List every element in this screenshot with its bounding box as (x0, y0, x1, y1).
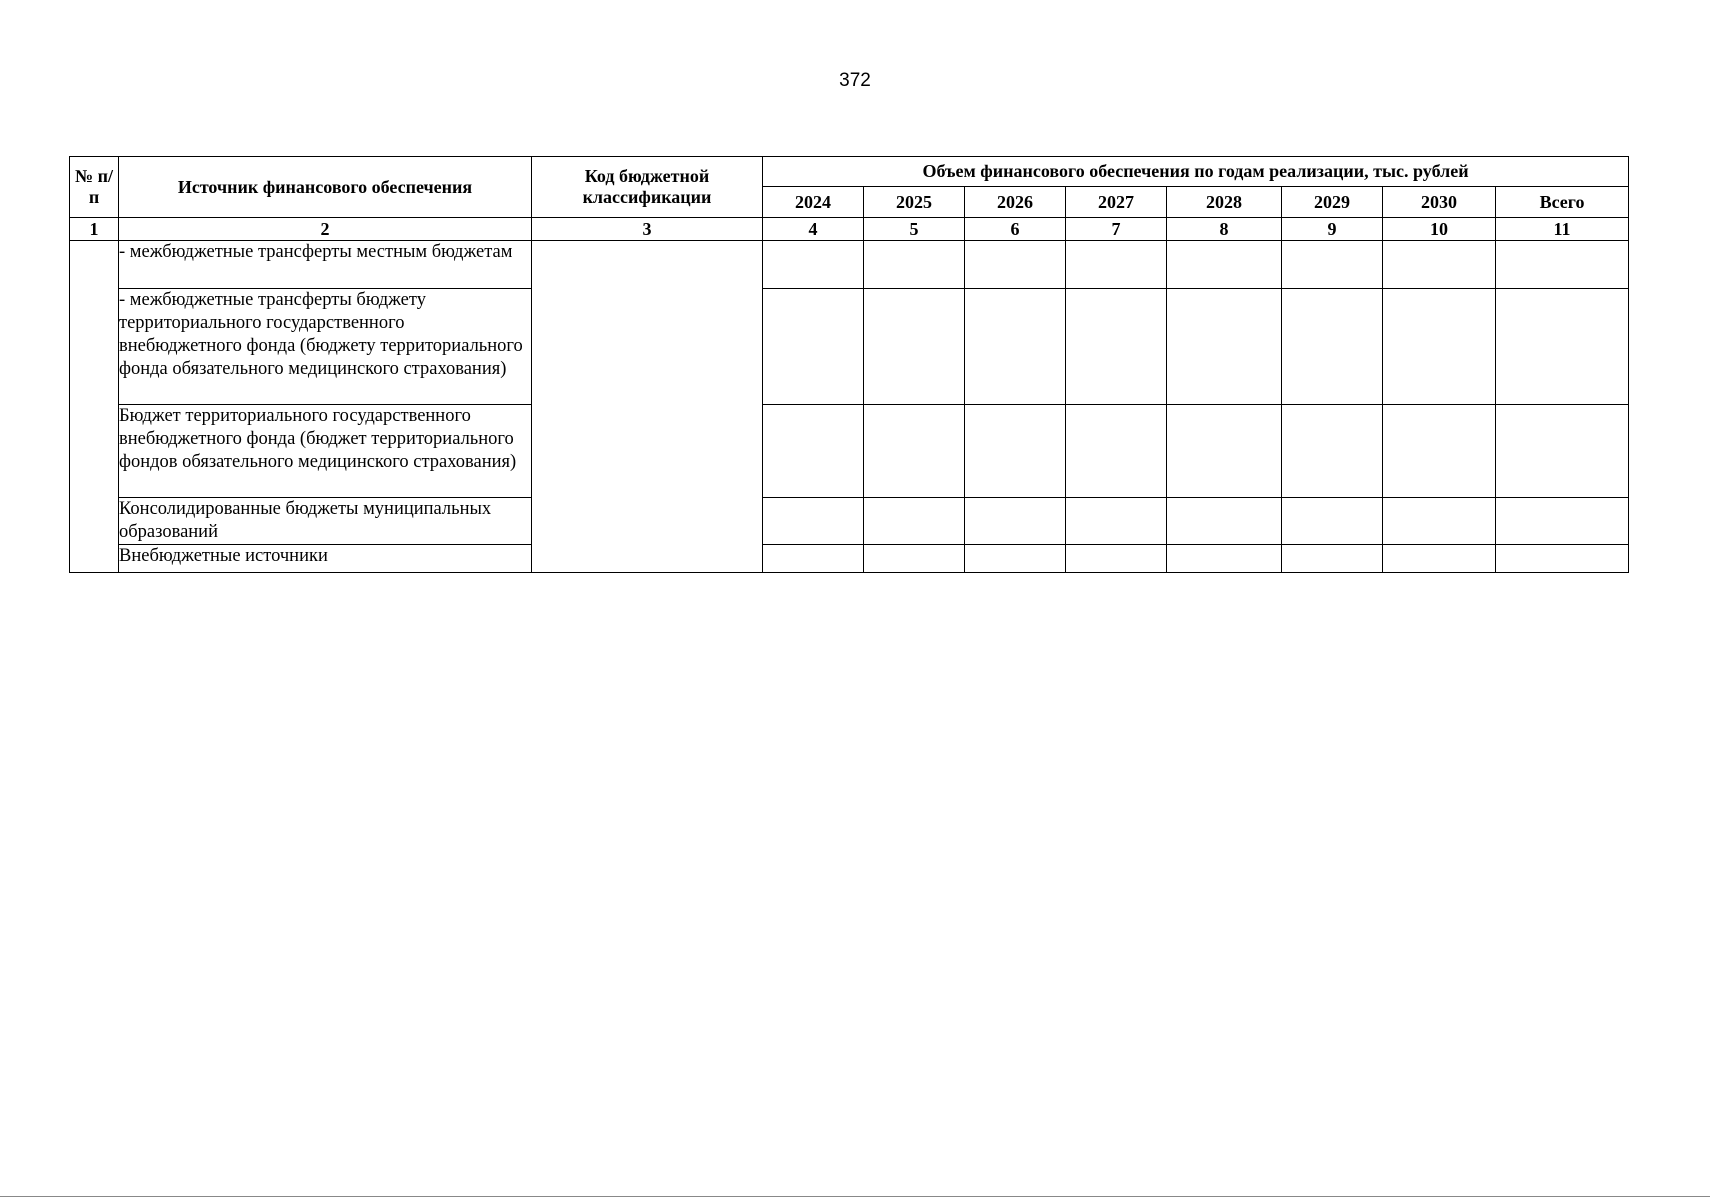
value-cell (1282, 498, 1383, 545)
table-row (70, 289, 1629, 405)
value-cell (965, 241, 1066, 289)
value-cell (864, 241, 965, 289)
column-number-8: 8 (1167, 218, 1282, 241)
value-cell (763, 241, 864, 289)
header-total: Всего (1496, 187, 1629, 218)
column-number-11: 11 (1496, 218, 1629, 241)
column-number-2: 2 (119, 218, 532, 241)
header-year-2030: 2030 (1383, 187, 1496, 218)
total-cell (1496, 545, 1629, 573)
total-cell (1496, 241, 1629, 289)
column-number-4: 4 (763, 218, 864, 241)
table-row (70, 498, 1629, 545)
source-cell: Внебюджетные источники (119, 545, 532, 573)
value-cell (1383, 498, 1496, 545)
value-cell (864, 405, 965, 498)
column-number-10: 10 (1383, 218, 1496, 241)
source-cell: - межбюджетные трансферты бюджету территориального государственного внебюджетного фонда (бюджету территориального фонда обязательного медицинского страхования) (119, 289, 532, 405)
value-cell (1383, 241, 1496, 289)
value-cell (864, 289, 965, 405)
column-number-6: 6 (965, 218, 1066, 241)
value-cell (1066, 241, 1167, 289)
value-cell (864, 498, 965, 545)
column-number-3: 3 (532, 218, 763, 241)
value-cell (1167, 545, 1282, 573)
header-year-2026: 2026 (965, 187, 1066, 218)
header-num: № п/п (70, 157, 119, 218)
header-year-2027: 2027 (1066, 187, 1167, 218)
value-cell (1282, 405, 1383, 498)
value-cell (1282, 545, 1383, 573)
header-volume: Объем финансового обеспечения по годам реализации, тыс. рублей (763, 157, 1629, 187)
value-cell (1066, 289, 1167, 405)
value-cell (1282, 289, 1383, 405)
value-cell (1383, 405, 1496, 498)
value-cell (1167, 405, 1282, 498)
value-cell (1167, 241, 1282, 289)
table-row (70, 405, 1629, 498)
header-year-2024: 2024 (763, 187, 864, 218)
page-number: 372 (839, 70, 871, 91)
value-cell (965, 289, 1066, 405)
value-cell (763, 498, 864, 545)
source-cell: Бюджет территориального государственного внебюджетного фонда (бюджет территориального фондов обязательного медицинского страхования) (119, 405, 532, 498)
num-cell (70, 241, 119, 573)
total-cell (1496, 405, 1629, 498)
total-cell (1496, 289, 1629, 405)
value-cell (1167, 289, 1282, 405)
column-number-5: 5 (864, 218, 965, 241)
source-cell: Консолидированные бюджеты муниципальных образований (119, 498, 532, 545)
column-number-1: 1 (70, 218, 119, 241)
value-cell (763, 405, 864, 498)
page-bottom-edge (0, 1196, 1710, 1197)
value-cell (1282, 241, 1383, 289)
header-year-2025: 2025 (864, 187, 965, 218)
header-year-2029: 2029 (1282, 187, 1383, 218)
value-cell (1383, 545, 1496, 573)
value-cell (1066, 405, 1167, 498)
column-number-7: 7 (1066, 218, 1167, 241)
value-cell (763, 289, 864, 405)
value-cell (965, 498, 1066, 545)
header-code: Код бюджетной классификации (532, 157, 763, 218)
value-cell (864, 545, 965, 573)
value-cell (965, 405, 1066, 498)
value-cell (763, 545, 864, 573)
value-cell (965, 545, 1066, 573)
value-cell (1167, 498, 1282, 545)
table-row (70, 241, 1629, 289)
header-year-2028: 2028 (1167, 187, 1282, 218)
header-source: Источник финансового обеспечения (119, 157, 532, 218)
value-cell (1383, 289, 1496, 405)
table-row (70, 545, 1629, 573)
code-cell (532, 241, 763, 573)
financing-table (69, 156, 1629, 573)
total-cell (1496, 498, 1629, 545)
column-number-9: 9 (1282, 218, 1383, 241)
value-cell (1066, 545, 1167, 573)
value-cell (1066, 498, 1167, 545)
source-cell: - межбюджетные трансферты местным бюджетам (119, 241, 532, 289)
